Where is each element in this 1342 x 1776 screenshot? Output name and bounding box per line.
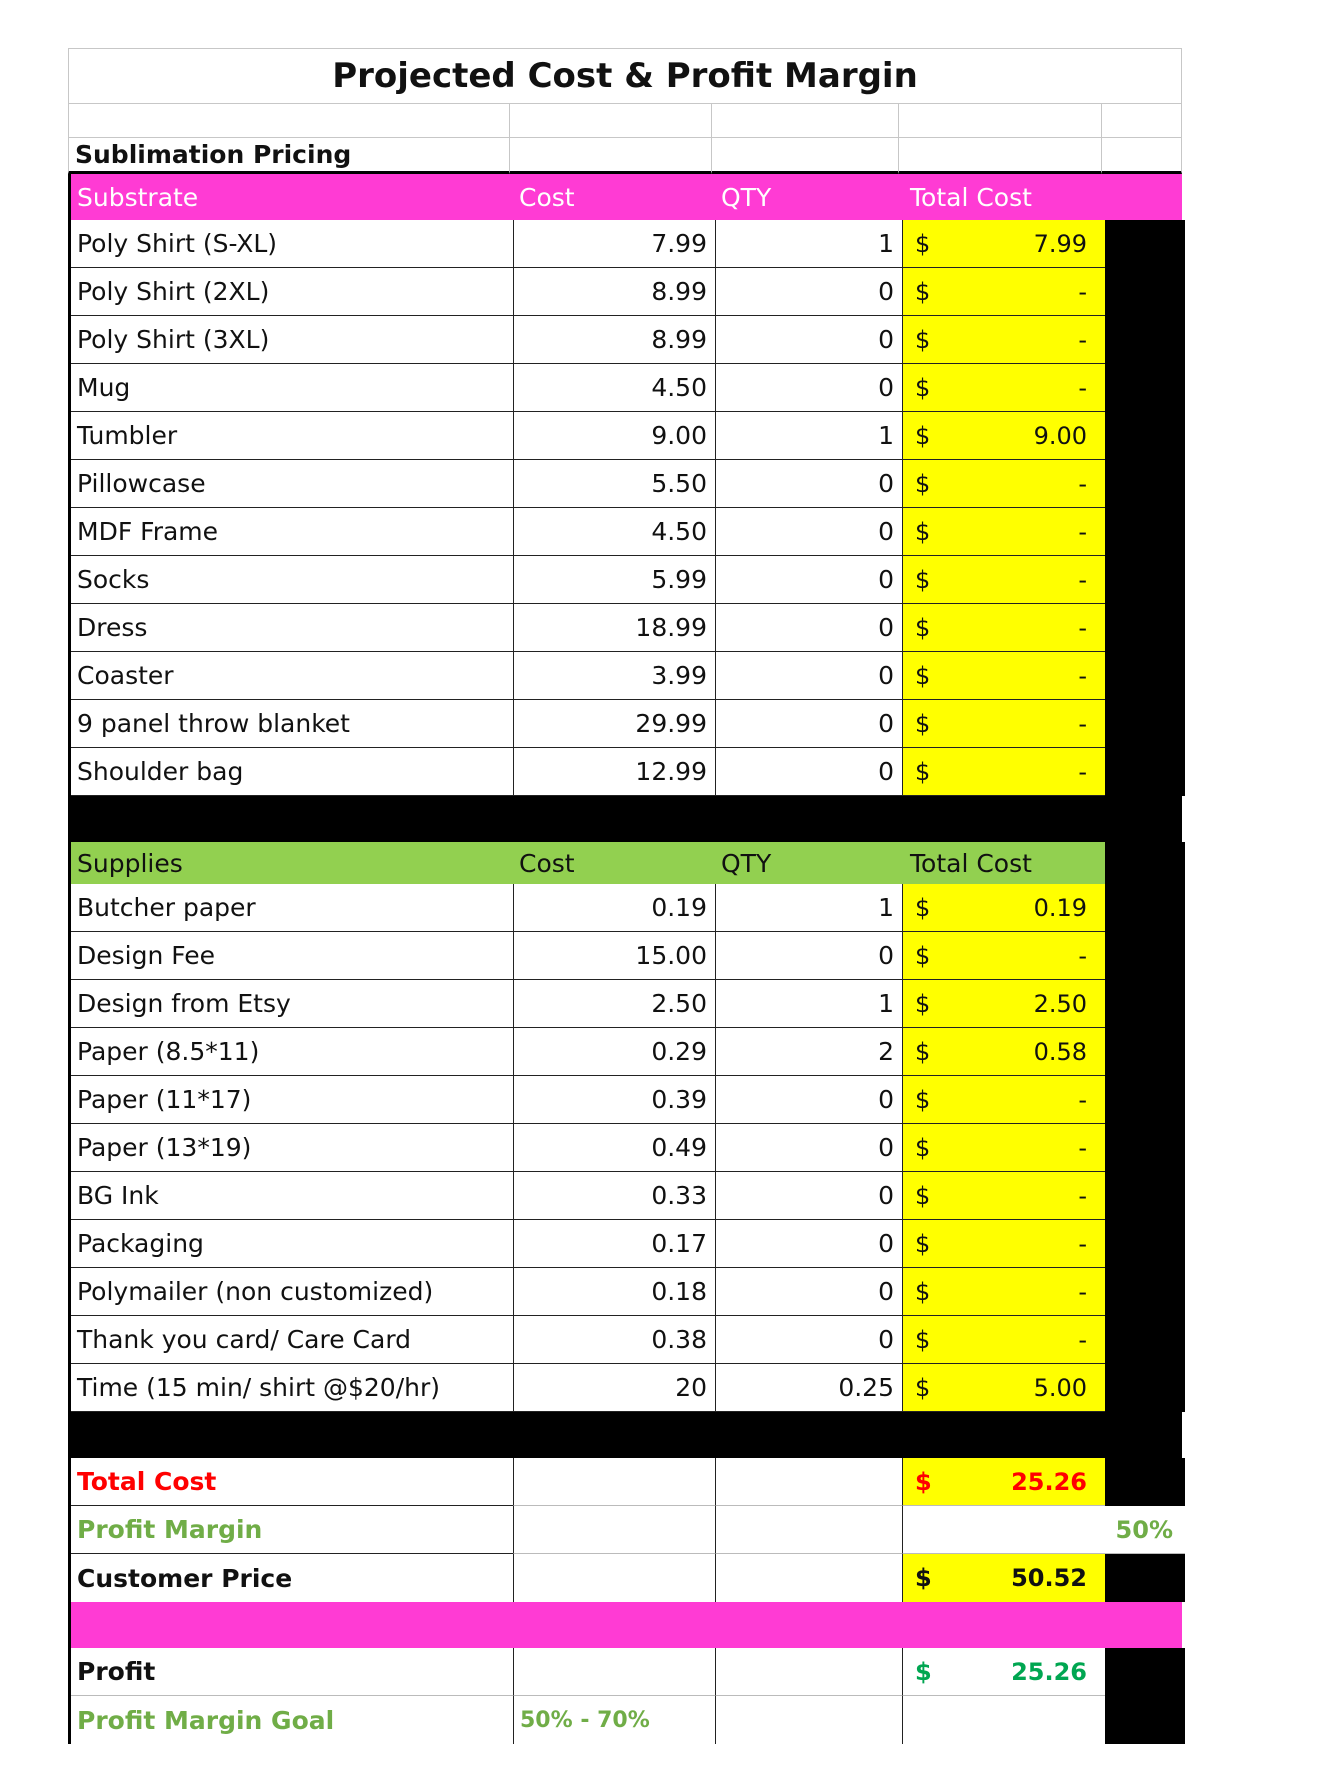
item-qty[interactable]: 0 — [715, 1316, 902, 1364]
item-cost[interactable]: 4.50 — [513, 364, 715, 412]
dollar-sign: $ — [915, 989, 931, 1018]
item-name[interactable]: Design from Etsy — [71, 980, 513, 1028]
item-total: - — [1078, 613, 1087, 642]
item-name[interactable]: Paper (11*17) — [71, 1076, 513, 1124]
cell[interactable] — [715, 1648, 902, 1696]
item-qty[interactable]: 0 — [715, 700, 902, 748]
table-row — [71, 364, 1182, 412]
black-fill — [1105, 220, 1185, 268]
item-total: 5.00 — [1033, 1373, 1087, 1402]
cell[interactable] — [513, 1554, 715, 1602]
cell[interactable] — [513, 1648, 715, 1696]
dollar-sign: $ — [915, 229, 931, 258]
black-fill — [1105, 1554, 1185, 1602]
substrate-header-cost[interactable]: Cost — [519, 182, 575, 212]
table-row — [71, 1316, 1182, 1364]
item-total: - — [1078, 1085, 1087, 1114]
supplies-header-total[interactable]: Total Cost — [910, 848, 1032, 878]
item-qty[interactable]: 2 — [715, 1028, 902, 1076]
cell[interactable] — [715, 1554, 902, 1602]
item-total-cell[interactable] — [902, 884, 1105, 932]
profit-goal-row — [71, 1696, 1182, 1744]
sheet-title: Projected Cost & Profit Margin — [68, 48, 1182, 104]
profit-label[interactable]: Profit — [71, 1648, 513, 1696]
profit-value: 25.26 — [1011, 1657, 1087, 1686]
black-fill — [1105, 1696, 1185, 1744]
item-name[interactable]: Design Fee — [71, 932, 513, 980]
profit-margin-value: 50% — [1115, 1515, 1173, 1544]
item-cost[interactable]: 29.99 — [513, 700, 715, 748]
item-total-cell[interactable] — [902, 604, 1105, 652]
cell[interactable] — [510, 104, 712, 138]
black-fill — [1105, 1028, 1185, 1076]
item-cost[interactable]: 20 — [513, 1364, 715, 1412]
black-fill — [1105, 460, 1185, 508]
item-cost[interactable]: 2.50 — [513, 980, 715, 1028]
substrate-block — [68, 174, 1182, 842]
dollar-sign: $ — [915, 1229, 931, 1258]
black-fill — [1105, 1172, 1185, 1220]
item-name[interactable]: Time (15 min/ shirt @$20/hr) — [71, 1364, 513, 1412]
section-label-row — [68, 138, 1182, 174]
table-row — [71, 700, 1182, 748]
supplies-header-qty[interactable]: QTY — [721, 848, 772, 878]
item-total-cell[interactable] — [902, 556, 1105, 604]
item-cost[interactable]: 7.99 — [513, 220, 715, 268]
item-total-cell[interactable] — [902, 652, 1105, 700]
item-qty[interactable]: 0 — [715, 604, 902, 652]
customer-price-row — [71, 1554, 1182, 1602]
item-total-cell[interactable] — [902, 1172, 1105, 1220]
cell[interactable] — [513, 1458, 715, 1506]
black-fill — [1105, 842, 1185, 884]
cell[interactable] — [899, 138, 1102, 174]
profit-margin-cell[interactable] — [902, 1506, 1185, 1554]
item-total-cell[interactable] — [902, 508, 1105, 556]
black-fill — [1105, 1316, 1185, 1364]
black-fill — [1105, 748, 1185, 796]
cell[interactable] — [712, 104, 899, 138]
item-qty[interactable]: 0 — [715, 508, 902, 556]
item-name[interactable]: Dress — [71, 604, 513, 652]
item-total-cell[interactable] — [902, 1364, 1105, 1412]
item-cost[interactable]: 12.99 — [513, 748, 715, 796]
dollar-sign: $ — [915, 517, 931, 546]
profit-cell[interactable] — [902, 1648, 1105, 1696]
item-name[interactable]: Socks — [71, 556, 513, 604]
cell[interactable] — [1102, 138, 1182, 174]
item-total: - — [1078, 469, 1087, 498]
item-qty[interactable]: 0 — [715, 748, 902, 796]
item-name[interactable]: Pillowcase — [71, 460, 513, 508]
item-total: 7.99 — [1033, 229, 1087, 258]
item-total: - — [1078, 941, 1087, 970]
item-qty[interactable]: 0 — [715, 1124, 902, 1172]
table-row — [71, 884, 1182, 932]
black-fill — [1105, 652, 1185, 700]
item-total-cell[interactable] — [902, 1268, 1105, 1316]
item-qty[interactable]: 0 — [715, 316, 902, 364]
item-qty[interactable]: 0 — [715, 268, 902, 316]
dollar-sign: $ — [915, 893, 931, 922]
item-qty[interactable]: 0 — [715, 652, 902, 700]
cell[interactable] — [513, 1506, 715, 1554]
item-cost[interactable]: 15.00 — [513, 932, 715, 980]
item-name[interactable]: Paper (8.5*11) — [71, 1028, 513, 1076]
table-row — [71, 1172, 1182, 1220]
item-qty[interactable]: 1 — [715, 220, 902, 268]
customer-price-value: 50.52 — [1011, 1564, 1087, 1592]
total-cost-value: 25.26 — [1011, 1467, 1087, 1496]
black-fill — [1105, 508, 1185, 556]
item-total: - — [1078, 1325, 1087, 1354]
item-qty[interactable]: 1 — [715, 412, 902, 460]
item-total-cell[interactable] — [902, 1028, 1105, 1076]
spreadsheet — [68, 48, 1182, 1744]
item-total-cell[interactable] — [902, 700, 1105, 748]
item-qty[interactable]: 0 — [715, 364, 902, 412]
item-cost[interactable]: 4.50 — [513, 508, 715, 556]
item-total-cell[interactable] — [902, 932, 1105, 980]
black-spacer-row — [71, 1412, 1182, 1458]
table-row — [71, 556, 1182, 604]
cell[interactable] — [715, 1506, 902, 1554]
item-cost[interactable]: 0.17 — [513, 1220, 715, 1268]
substrate-header-qty[interactable]: QTY — [721, 182, 772, 212]
item-total: - — [1078, 661, 1087, 690]
section-label[interactable]: Sublimation Pricing — [68, 138, 510, 174]
substrate-header-name[interactable]: Substrate — [77, 182, 199, 212]
item-name[interactable]: 9 panel throw blanket — [71, 700, 513, 748]
profit-margin-label[interactable]: Profit Margin — [71, 1506, 513, 1554]
item-name[interactable]: Coaster — [71, 652, 513, 700]
dollar-sign: $ — [915, 1657, 932, 1686]
item-total: 0.58 — [1033, 1037, 1087, 1066]
table-row — [71, 460, 1182, 508]
black-fill — [1105, 700, 1185, 748]
item-total: - — [1078, 1181, 1087, 1210]
total-cost-cell[interactable] — [902, 1458, 1105, 1506]
black-spacer-row — [71, 796, 1182, 842]
item-total-cell[interactable] — [902, 980, 1105, 1028]
supplies-header-cost[interactable]: Cost — [519, 848, 575, 878]
substrate-header-total[interactable]: Total Cost — [910, 182, 1032, 212]
profit-margin-row — [71, 1506, 1182, 1554]
dollar-sign: $ — [915, 565, 931, 594]
cell[interactable] — [899, 104, 1102, 138]
item-cost[interactable]: 9.00 — [513, 412, 715, 460]
black-fill — [1105, 1648, 1185, 1696]
item-qty[interactable]: 0 — [715, 932, 902, 980]
table-row — [71, 652, 1182, 700]
table-row — [71, 1028, 1182, 1076]
item-total-cell[interactable] — [902, 268, 1105, 316]
cell[interactable] — [715, 1458, 902, 1506]
black-fill — [1105, 316, 1185, 364]
dollar-sign: $ — [915, 1325, 931, 1354]
item-name[interactable]: Shoulder bag — [71, 748, 513, 796]
item-total: - — [1078, 709, 1087, 738]
cell[interactable] — [712, 138, 899, 174]
black-fill — [1105, 1220, 1185, 1268]
item-cost[interactable]: 18.99 — [513, 604, 715, 652]
item-total-cell[interactable] — [902, 412, 1105, 460]
dollar-sign: $ — [915, 1564, 932, 1592]
substrate-rows — [71, 220, 1182, 796]
dollar-sign: $ — [915, 373, 931, 402]
dollar-sign: $ — [915, 613, 931, 642]
supplies-header-row — [71, 842, 1182, 884]
item-cost[interactable]: 0.39 — [513, 1076, 715, 1124]
black-fill — [1105, 364, 1185, 412]
supplies-header-name[interactable]: Supplies — [77, 848, 183, 878]
black-fill — [1105, 1364, 1185, 1412]
black-fill — [1105, 1124, 1185, 1172]
item-total: 0.19 — [1033, 893, 1087, 922]
black-fill — [1105, 932, 1185, 980]
item-name[interactable]: MDF Frame — [71, 508, 513, 556]
table-row — [71, 1268, 1182, 1316]
item-name[interactable]: Packaging — [71, 1220, 513, 1268]
item-qty[interactable]: 1 — [715, 980, 902, 1028]
item-cost[interactable]: 8.99 — [513, 316, 715, 364]
dollar-sign: $ — [915, 1467, 932, 1496]
item-total: - — [1078, 517, 1087, 546]
item-total: - — [1078, 1277, 1087, 1306]
item-qty[interactable]: 0 — [715, 1268, 902, 1316]
black-fill — [1105, 884, 1185, 932]
substrate-header-row — [71, 174, 1182, 220]
dollar-sign: $ — [915, 1277, 931, 1306]
table-row — [71, 316, 1182, 364]
item-cost[interactable]: 0.33 — [513, 1172, 715, 1220]
item-qty[interactable]: 0.25 — [715, 1364, 902, 1412]
item-total-cell[interactable] — [902, 460, 1105, 508]
item-qty[interactable]: 0 — [715, 556, 902, 604]
item-qty[interactable]: 0 — [715, 1172, 902, 1220]
item-name[interactable]: Paper (13*19) — [71, 1124, 513, 1172]
item-qty[interactable]: 1 — [715, 884, 902, 932]
dollar-sign: $ — [915, 1373, 931, 1402]
item-cost[interactable]: 0.49 — [513, 1124, 715, 1172]
dollar-sign: $ — [915, 277, 931, 306]
item-cost[interactable]: 3.99 — [513, 652, 715, 700]
customer-price-cell[interactable] — [902, 1554, 1105, 1602]
profit-row — [71, 1648, 1182, 1696]
item-total-cell[interactable] — [902, 364, 1105, 412]
table-row — [71, 412, 1182, 460]
item-qty[interactable]: 0 — [715, 460, 902, 508]
dollar-sign: $ — [915, 1181, 931, 1210]
item-total: - — [1078, 277, 1087, 306]
item-cost[interactable]: 5.99 — [513, 556, 715, 604]
cell[interactable] — [68, 104, 510, 138]
item-name[interactable]: Thank you card/ Care Card — [71, 1316, 513, 1364]
table-row — [71, 748, 1182, 796]
item-name[interactable]: Mug — [71, 364, 513, 412]
item-total-cell[interactable] — [902, 1076, 1105, 1124]
total-cost-row — [71, 1458, 1182, 1506]
profit-goal-value[interactable]: 50% - 70% — [513, 1696, 715, 1744]
empty-row — [68, 104, 1182, 138]
item-total-cell[interactable] — [902, 316, 1105, 364]
table-row — [71, 508, 1182, 556]
table-row — [71, 268, 1182, 316]
item-cost[interactable]: 0.18 — [513, 1268, 715, 1316]
dollar-sign: $ — [915, 941, 931, 970]
black-fill — [1105, 980, 1185, 1028]
item-name[interactable]: Tumbler — [71, 412, 513, 460]
item-cost[interactable]: 0.29 — [513, 1028, 715, 1076]
black-fill — [1105, 1076, 1185, 1124]
customer-price-label[interactable]: Customer Price — [77, 1563, 293, 1593]
cell[interactable] — [902, 1696, 1105, 1744]
black-fill — [1105, 604, 1185, 652]
item-name[interactable]: Butcher paper — [71, 884, 513, 932]
item-total: - — [1078, 1133, 1087, 1162]
item-cost[interactable]: 0.38 — [513, 1316, 715, 1364]
item-name[interactable]: Poly Shirt (3XL) — [71, 316, 513, 364]
item-total: - — [1078, 1229, 1087, 1258]
item-total-cell[interactable] — [902, 1124, 1105, 1172]
dollar-sign: $ — [915, 1037, 931, 1066]
item-total-cell[interactable] — [902, 748, 1105, 796]
item-total: - — [1078, 325, 1087, 354]
item-total-cell[interactable] — [902, 1220, 1105, 1268]
item-qty[interactable]: 0 — [715, 1076, 902, 1124]
item-qty[interactable]: 0 — [715, 1220, 902, 1268]
black-fill — [1105, 412, 1185, 460]
black-fill — [1105, 556, 1185, 604]
table-row — [71, 1364, 1182, 1412]
pink-spacer-row — [71, 1602, 1182, 1648]
black-fill — [1105, 268, 1185, 316]
item-total-cell[interactable] — [902, 220, 1105, 268]
item-total: - — [1078, 373, 1087, 402]
item-name[interactable]: BG Ink — [71, 1172, 513, 1220]
item-total: - — [1078, 565, 1087, 594]
table-row — [71, 932, 1182, 980]
item-cost[interactable]: 8.99 — [513, 268, 715, 316]
cell[interactable] — [1102, 104, 1182, 138]
item-name[interactable]: Poly Shirt (2XL) — [71, 268, 513, 316]
table-row — [71, 1124, 1182, 1172]
profit-goal-label[interactable]: Profit Margin Goal — [77, 1705, 335, 1735]
dollar-sign: $ — [915, 709, 931, 738]
cell[interactable] — [510, 138, 712, 174]
table-row — [71, 220, 1182, 268]
table-row — [71, 1220, 1182, 1268]
black-fill — [1105, 1458, 1185, 1506]
item-name[interactable]: Poly Shirt (S-XL) — [71, 220, 513, 268]
dollar-sign: $ — [915, 469, 931, 498]
table-row — [71, 604, 1182, 652]
table-row — [71, 1076, 1182, 1124]
cell[interactable] — [715, 1696, 902, 1744]
item-name[interactable]: Polymailer (non customized) — [71, 1268, 513, 1316]
supplies-block — [68, 842, 1182, 1744]
total-cost-label[interactable]: Total Cost — [71, 1458, 513, 1506]
dollar-sign: $ — [915, 661, 931, 690]
item-total: 9.00 — [1033, 421, 1087, 450]
black-fill — [1105, 1268, 1185, 1316]
item-total: - — [1078, 757, 1087, 786]
table-row — [71, 980, 1182, 1028]
item-cost[interactable]: 0.19 — [513, 884, 715, 932]
dollar-sign: $ — [915, 1133, 931, 1162]
item-total: 2.50 — [1033, 989, 1087, 1018]
dollar-sign: $ — [915, 1085, 931, 1114]
item-total-cell[interactable] — [902, 1316, 1105, 1364]
dollar-sign: $ — [915, 325, 931, 354]
dollar-sign: $ — [915, 421, 931, 450]
supply-rows — [71, 884, 1182, 1412]
item-cost[interactable]: 5.50 — [513, 460, 715, 508]
dollar-sign: $ — [915, 757, 931, 786]
